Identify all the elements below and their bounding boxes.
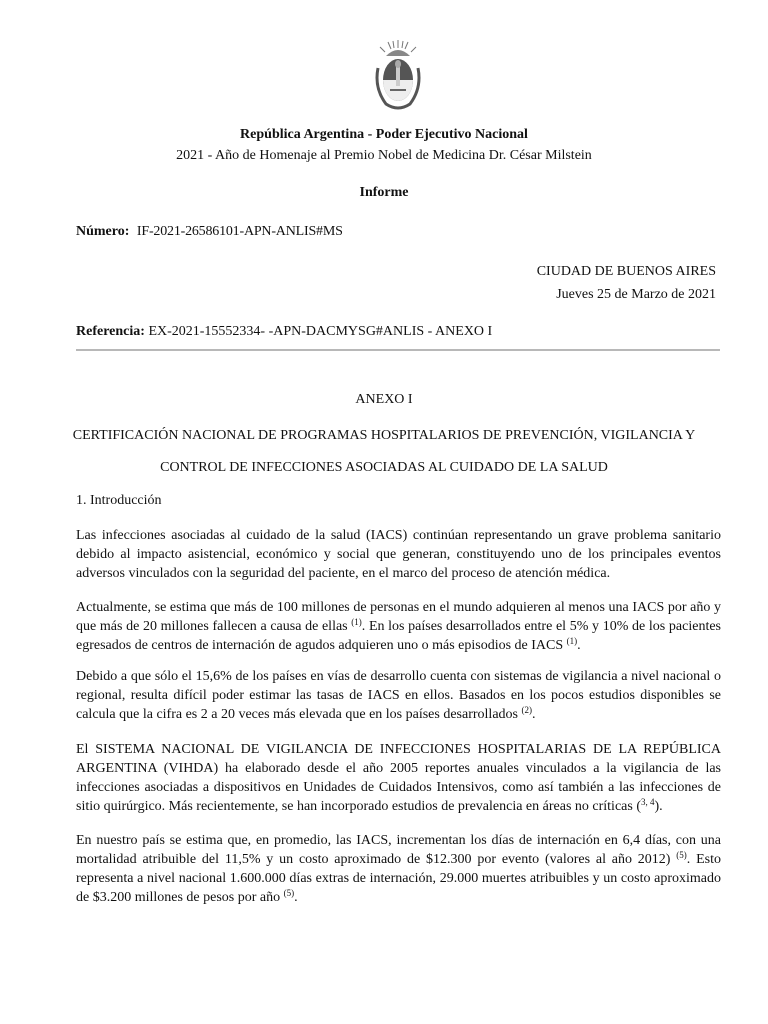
citation: (5) — [283, 888, 295, 898]
annex-heading: ANEXO I — [355, 392, 413, 407]
paragraph-3: Debido a que sólo el 15,6% de los países en vías de desarrollo cuenta con sistemas de vigilancia a nivel nacional o regional, resulta difícil poder estimar las tasas de IACS en ellos. Basados en los pocos estudios disponibles se calcula que la cifra es 2 a 20 veces más elevada que en los países desarrollados $^{(2)}$. — [76, 669, 721, 722]
section-heading: 1. Introducción — [76, 493, 162, 508]
paragraph-1: Las infecciones asociadas al cuidado de la salud (IACS) continúan representando un grave problema sanitario debido al impacto asistencial, económico y social que generan, constituyendo uno de los principales eventos adversos vinculados con la seguridad del paciente, en el marco del proceso de atención médica. — [76, 528, 721, 581]
referencia-row — [76, 324, 492, 340]
paragraph-5: En nuestro país se estima que, en promedio, las IACS, incrementan los días de internación en 6,4 días, con una mortalidad atribuible del 11,5% y un costo aproximado de $12.300 por evento (valores al año 2012) $^{(5)}$. Esto representa a nivel nacional 1.600.000 días extras de internación, 29.000 muertes atribuibles y un costo aproximado de $3.200 millones de pesos por año $^{(5)}$. — [76, 833, 722, 905]
numero-value: IF-2021-26586101-APN-ANLIS#MS — [136, 224, 343, 239]
citation: (1) — [566, 636, 578, 646]
numero-row — [76, 224, 343, 240]
divider — [76, 349, 720, 351]
referencia-value: EX-2021-15552334- -APN-DACMYSG#ANLIS - ANEXO I — [148, 324, 493, 339]
annex-title-line-1: CERTIFICACIÓN NACIONAL DE PROGRAMAS HOSPITALARIOS DE PREVENCIÓN, VIGILANCIA Y — [72, 428, 696, 443]
annex-title-line-2: CONTROL DE INFECCIONES ASOCIADAS AL CUIDADO DE LA SALUD — [160, 460, 608, 475]
year-motto: 2021 - Año de Homenaje al Premio Nobel de Medicina Dr. César Milstein — [176, 148, 592, 163]
numero-label: Número: — [76, 224, 130, 239]
referencia-label: Referencia: — [76, 324, 145, 339]
paragraph-4: El SISTEMA NACIONAL DE VIGILANCIA DE INFECCIONES HOSPITALARIAS DE LA REPÚBLICA ARGENTINA (VIHDA) ha elaborado desde el año 2005 reportes anuales vinculados a la vigilancia de las infecciones asociadas a dispositivos en Unidades de Cuidados Intensivos, como así también a las infecciones de sitio quirúrgico. Más recientemente, se han incorporado estudios de prevalencia en áreas no críticas ($^{3, 4}$). — [76, 742, 721, 814]
citation: (1) — [351, 617, 362, 627]
citation: (2) — [521, 705, 532, 715]
citation: (5) — [676, 850, 687, 860]
document-type: Informe — [359, 185, 409, 200]
organization-heading: República Argentina - Poder Ejecutivo Nacional — [240, 127, 528, 142]
paragraph-2: Actualmente, se estima que más de 100 millones de personas en el mundo adquieren al menos una IACS por año y que más de 20 millones fallecen a causa de ellas $^{(1)}$. En los países desarrollados entre el 5% y 10% de los pacientes egresados de centros de internación de agudos adquieren uno o más episodios de IACS $^{(1)}$. — [76, 600, 721, 653]
coat-of-arms-icon — [372, 38, 424, 114]
citation: 3, 4 — [640, 797, 655, 807]
city: CIUDAD DE BUENOS AIRES — [536, 264, 716, 279]
date: Jueves 25 de Marzo de 2021 — [556, 287, 716, 302]
